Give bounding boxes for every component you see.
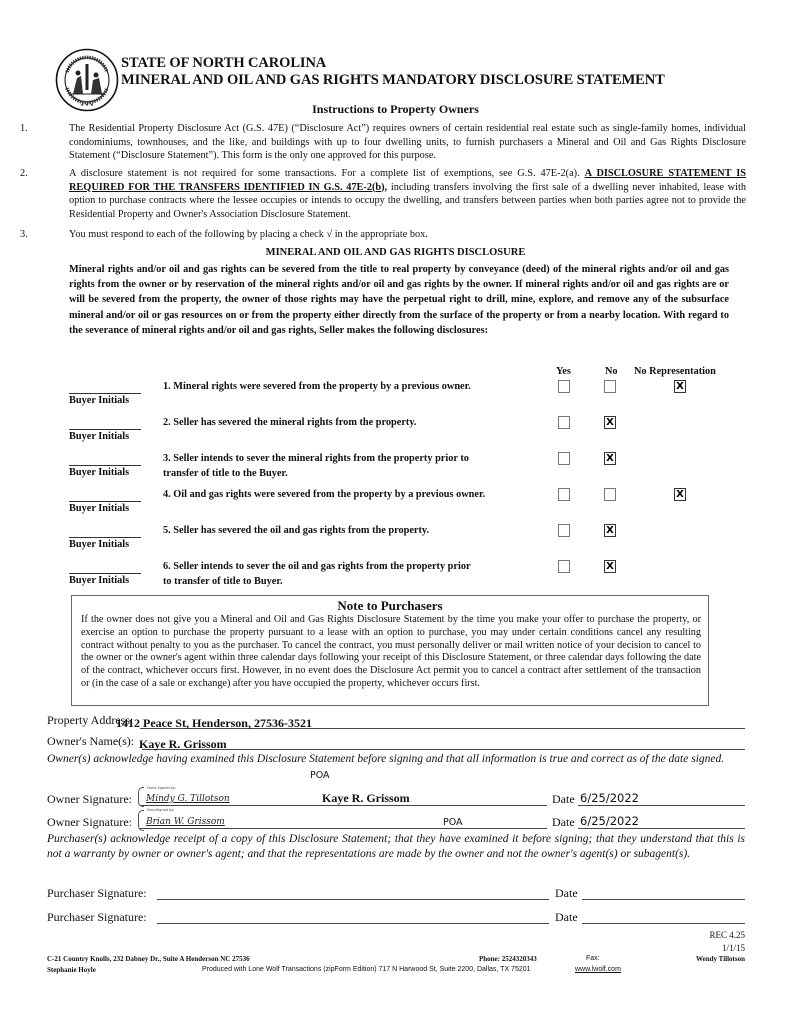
question-text: 4. Oil and gas rights were severed from the property by a previous owner.: [163, 489, 486, 500]
owner-date-value-2: 6/25/2022: [580, 814, 639, 828]
disclosure-paragraph: Mineral rights and/or oil and gas rights can be severed from the title to real property by conveyance (deed) of the mineral rights and/or oil and gas rights from the owner or by reservation of the mineral rights and/or oil and gas rights by the owner. If mineral rights and/or oil and gas rights are or will be severed from the property, the owner of those rights may have the perpetual right to drill, mine, explore, and remove any of the subsurface mineral and/or oil or gas resources on or from the property either directly from the surface of the property or from a nearby location. With regard to the severance of mineral rights and/or oil and gas rights, Seller makes the following disclosures:: [69, 264, 729, 336]
q2-yes-checkbox[interactable]: [558, 416, 570, 429]
purchaser-date-field-1[interactable]: [582, 886, 745, 900]
question-5: [163, 524, 533, 539]
question-4: [163, 488, 533, 503]
poa-note: POA: [443, 817, 463, 828]
question-3: [163, 452, 533, 481]
q5-no-checkbox[interactable]: X: [604, 524, 616, 537]
column-header-yes: Yes: [556, 366, 571, 377]
buyer-initials-label: Buyer Initials: [69, 575, 130, 586]
note-to-purchasers-box: [71, 595, 709, 706]
document-title: [121, 55, 665, 89]
purchaser-signature-label-2: Purchaser Signature:: [47, 910, 147, 924]
property-address-value: 1412 Peace St, Henderson, 27536-3521: [116, 716, 312, 730]
required-transfers-emphasis: A DISCLOSURE STATEMENT IS REQUIRED FOR THE TRANSFERS IDENTIFIED IN G.S. 47E-2(b),: [69, 168, 746, 193]
purchaser-acknowledgment: Purchaser(s) acknowledge receipt of a copy of this Disclosure Statement; that they have examined it before signing; that they understand that this is not a warranty by owner or owner's agent; and that the representations are made by the owner and not the owner's agent(s) or subagent(s).: [47, 833, 745, 860]
instruction-text: You must respond to each of the following by placing a check √ in the appropriate box.: [69, 229, 428, 240]
question-text: 1. Mineral rights were severed from the property by a previous owner.: [163, 381, 471, 392]
buyer-initials-field-1[interactable]: [69, 393, 141, 394]
owner-printed-name: Kaye R. Grissom: [322, 791, 410, 805]
buyer-initials-field-5[interactable]: [69, 537, 141, 538]
purchaser-date-label-2: Date: [555, 910, 578, 924]
owner-names-label: Owner's Name(s):: [47, 734, 135, 748]
producer-line: Produced with Lone Wolf Transactions (zipForm Edition) 717 N Harwood St, Suite 2200, Dallas, TX 75201: [202, 966, 531, 973]
instruction-number: 3.: [20, 229, 28, 240]
owner-names-field[interactable]: [139, 735, 745, 751]
column-header-no: No: [605, 366, 618, 377]
q3-yes-checkbox[interactable]: [558, 452, 570, 465]
buyer-initials-field-6[interactable]: [69, 573, 141, 574]
agent-name: Stephanie Hoyle: [47, 966, 96, 974]
date-label-1: Date: [552, 792, 575, 806]
q6-yes-checkbox[interactable]: [558, 560, 570, 573]
listing-agent: Wendy Tillotson: [696, 955, 745, 963]
q3-no-checkbox[interactable]: X: [604, 452, 616, 465]
owner-date-value-1: 6/25/2022: [580, 791, 639, 805]
poa-note-top: POA: [310, 770, 330, 781]
brokerage-phone: Phone: 2524320343: [479, 955, 537, 963]
buyer-initials-label: Buyer Initials: [69, 431, 130, 442]
property-address-field[interactable]: [116, 714, 745, 730]
owner-signature-label-1: Owner Signature:: [47, 792, 132, 806]
question-text: 2. Seller has severed the mineral rights from the property.: [163, 417, 417, 428]
form-revision-date: 1/1/15: [721, 943, 745, 953]
owner-names-value: Kaye R. Grissom: [139, 737, 227, 751]
purchaser-date-field-2[interactable]: [582, 910, 745, 924]
purchaser-date-label-1: Date: [555, 886, 578, 900]
svg-text:★ ★ ★: ★ ★ ★: [80, 102, 94, 107]
question-text-cont: to transfer of title to Buyer.: [163, 575, 283, 587]
question-text: 6. Seller intends to sever the oil and gas rights from the property prior: [163, 561, 471, 572]
owner-acknowledgment: Owner(s) acknowledge having examined this Disclosure Statement before signing and that all information is true and correct as of the date signed.: [47, 753, 725, 765]
q5-yes-checkbox[interactable]: [558, 524, 570, 537]
question-2: [163, 416, 533, 431]
q1-yes-checkbox[interactable]: [558, 380, 570, 393]
brokerage-fax: Fax:: [586, 955, 600, 962]
note-title: Note to Purchasers: [337, 598, 443, 613]
lwolf-website-link[interactable]: www.lwolf.com: [575, 966, 621, 973]
purchaser-signature-label-1: Purchaser Signature:: [47, 886, 147, 900]
disclosure-heading: MINERAL AND OIL AND GAS RIGHTS DISCLOSURE: [265, 247, 526, 258]
buyer-initials-field-4[interactable]: [69, 501, 141, 502]
instruction-item-1: [20, 122, 746, 163]
instruction-text: The Residential Property Disclosure Act (G.S. 47E) (“Disclosure Act”) requires owners of certain residential real estate such as single-family homes, individual condominiums, townhouses, and the like, and buildings with up to four dwelling units, to furnish purchasers a Mineral and Oil and Gas Rights Disclosure Statement (“Disclosure Statement”). This form is the only one approved for this purpose.: [69, 123, 746, 162]
q1-no-representation-checkbox[interactable]: X: [674, 380, 686, 393]
owner-signature-label-2: Owner Signature:: [47, 815, 132, 829]
instruction-text-part: including transfers involving the first sale of a dwelling never inhabited, lease with option to purchase contracts where the lessee occupies or intends to occupy the dwelling, and transfers between parties when both parties agree not to provide the Residential Property and Owner's Association Disclosure Statement.: [69, 181, 746, 220]
property-address-label: Property Address:: [47, 713, 134, 727]
q4-no-representation-checkbox[interactable]: X: [674, 488, 686, 501]
buyer-initials-label: Buyer Initials: [69, 395, 130, 406]
signed-by-note: DocuSigned by:: [147, 808, 175, 812]
instructions-heading: Instructions to Property Owners: [312, 102, 479, 116]
title-line-state: STATE OF NORTH CAROLINA: [121, 55, 327, 71]
instruction-number: 2.: [20, 168, 28, 179]
instruction-item-3: [20, 228, 746, 242]
instruction-item-2: [20, 167, 746, 221]
title-line-form-name: MINERAL AND OIL AND GAS RIGHTS MANDATORY DISCLOSURE STATEMENT: [121, 72, 665, 88]
note-text: If the owner does not give you a Mineral and Oil and Gas Rights Disclosure Statement by the time you make your offer to purchase the property, or exercise an option to purchase the property pursuant to a lease with an option to purchase, you may under certain conditions cancel any resulting contract without penalty to you as the purchaser. To cancel the contract, you must personally deliver or mail written notice of your decision to cancel to the owner or the owner's agent within three calendar days following your receipt of this Disclosure Statement, or three calendar days following the date of the contract, whichever occurs first. However, in no event does the Disclosure Act permit you to cancel a contract after settlement of the transaction or (in the case of a sale or exchange) after you have occupied the property, whichever occurs first.: [81, 614, 701, 689]
buyer-initials-label: Buyer Initials: [69, 467, 130, 478]
owner-signature-1: Mindy G. Tillotson: [146, 794, 230, 804]
q1-no-checkbox[interactable]: [604, 380, 616, 393]
buyer-initials-label: Buyer Initials: [69, 503, 130, 514]
q4-no-checkbox[interactable]: [604, 488, 616, 501]
question-6: [163, 560, 533, 589]
purchaser-signature-field-1[interactable]: [157, 886, 549, 900]
q4-yes-checkbox[interactable]: [558, 488, 570, 501]
column-header-no-representation: No Representation: [634, 366, 716, 377]
signed-by-note: Fonts Signed by:: [147, 786, 176, 790]
owner-signature-2: Brian W. Grissom: [146, 817, 225, 827]
instruction-number: 1.: [20, 123, 28, 134]
buyer-initials-field-2[interactable]: [69, 429, 141, 430]
question-text: 5. Seller has severed the oil and gas rights from the property.: [163, 525, 430, 536]
question-text: 3. Seller intends to sever the mineral rights from the property prior to: [163, 453, 469, 464]
brokerage-address: C-21 Country Knolls, 232 Dabney Dr., Suite A Henderson NC 27536: [47, 955, 250, 963]
form-code: REC 4.25: [709, 930, 745, 940]
q2-no-checkbox[interactable]: X: [604, 416, 616, 429]
buyer-initials-field-3[interactable]: [69, 465, 141, 466]
question-text-cont: transfer of title to the Buyer.: [163, 467, 288, 479]
date-label-2: Date: [552, 815, 575, 829]
instruction-text-part: A disclosure statement is not required for some transactions. For a complete list of exemptions, see G.S. 47E-2(a).: [69, 168, 585, 179]
purchaser-signature-field-2[interactable]: [157, 910, 549, 924]
question-1: [163, 380, 533, 395]
buyer-initials-label: Buyer Initials: [69, 539, 130, 550]
q6-no-checkbox[interactable]: X: [604, 560, 616, 573]
instruction-text: [69, 167, 746, 221]
owner-date-field-2[interactable]: [578, 812, 745, 829]
owner-date-field-1[interactable]: [578, 789, 745, 806]
